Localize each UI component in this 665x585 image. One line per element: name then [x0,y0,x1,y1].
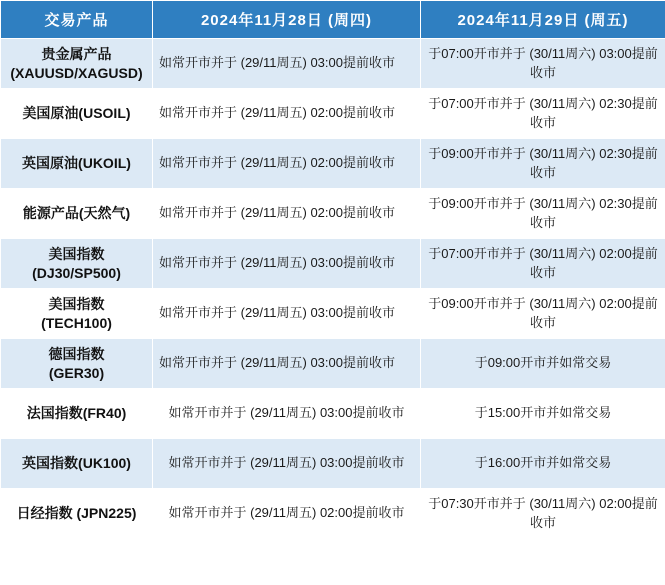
friday-schedule-cell: 于09:00开市并于 (30/11周六) 02:00提前收市 [421,289,665,339]
thursday-schedule-cell: 如常开市并于 (29/11周五) 02:00提前收市 [153,189,421,239]
product-name-line2: (TECH100) [41,314,112,331]
table-row [1,239,665,289]
thursday-schedule-cell: 如常开市并于 (29/11周五) 03:00提前收市 [153,239,421,289]
product-name-line1: 德国指数 [48,345,105,362]
product-name-cell [1,439,153,489]
product-name-cell [1,39,153,89]
thursday-schedule-cell: 如常开市并于 (29/11周五) 03:00提前收市 [153,39,421,89]
table-row [1,89,665,139]
product-name-cell [1,489,153,539]
table-row [1,139,665,189]
product-name-line1: 法国指数(FR40) [26,405,127,422]
product-name-line1: 英国指数(UK100) [22,455,131,472]
table-row [1,39,665,89]
product-name-line1: 英国原油(UKOIL) [22,155,131,172]
product-name-line1: 能源产品(天然气) [22,205,131,222]
product-name-line1: 美国指数 [48,245,105,262]
product-name-line2: (XAUUSD/XAGUSD) [10,64,143,81]
table-row [1,189,665,239]
column-header-thursday: 2024年11月28日 (周四) [153,1,421,39]
product-name-cell [1,339,153,389]
table-row [1,489,665,539]
friday-schedule-cell: 于09:00开市并于 (30/11周六) 02:30提前收市 [421,139,665,189]
friday-schedule-cell: 于15:00开市并如常交易 [421,389,665,439]
table-header [1,1,665,39]
product-name-cell [1,239,153,289]
product-name-cell [1,89,153,139]
friday-schedule-cell: 于07:00开市并于 (30/11周六) 02:30提前收市 [421,89,665,139]
thursday-schedule-cell: 如常开市并于 (29/11周五) 03:00提前收市 [153,439,421,489]
thursday-schedule-cell: 如常开市并于 (29/11周五) 02:00提前收市 [153,489,421,539]
thursday-schedule-cell: 如常开市并于 (29/11周五) 02:00提前收市 [153,89,421,139]
table-row [1,339,665,389]
column-header-friday: 2024年11月29日 (周五) [421,1,665,39]
product-name-line2: (GER30) [48,364,105,381]
table-header-row [1,1,665,39]
table-row [1,439,665,489]
friday-schedule-cell: 于16:00开市并如常交易 [421,439,665,489]
friday-schedule-cell: 于07:00开市并于 (30/11周六) 02:00提前收市 [421,239,665,289]
product-name-line1: 贵金属产品 [41,45,112,62]
product-name-line1: 美国指数 [48,295,105,312]
product-name-cell [1,289,153,339]
thursday-schedule-cell: 如常开市并于 (29/11周五) 02:00提前收市 [153,139,421,189]
product-name-cell [1,139,153,189]
table-row [1,289,665,339]
thursday-schedule-cell: 如常开市并于 (29/11周五) 03:00提前收市 [153,289,421,339]
friday-schedule-cell: 于09:00开市并如常交易 [421,339,665,389]
friday-schedule-cell: 于07:30开市并于 (30/11周六) 02:00提前收市 [421,489,665,539]
product-name-line2: (DJ30/SP500) [32,264,121,281]
table-body [1,39,665,539]
product-name-line1: 美国原油(USOIL) [22,105,131,122]
table-row [1,389,665,439]
column-header-product: 交易产品 [1,1,153,39]
friday-schedule-cell: 于07:00开市并于 (30/11周六) 03:00提前收市 [421,39,665,89]
product-name-line1: 日经指数 (JPN225) [16,505,137,522]
thursday-schedule-cell: 如常开市并于 (29/11周五) 03:00提前收市 [153,389,421,439]
product-name-cell [1,389,153,439]
friday-schedule-cell: 于09:00开市并于 (30/11周六) 02:30提前收市 [421,189,665,239]
thursday-schedule-cell: 如常开市并于 (29/11周五) 03:00提前收市 [153,339,421,389]
product-name-cell [1,189,153,239]
